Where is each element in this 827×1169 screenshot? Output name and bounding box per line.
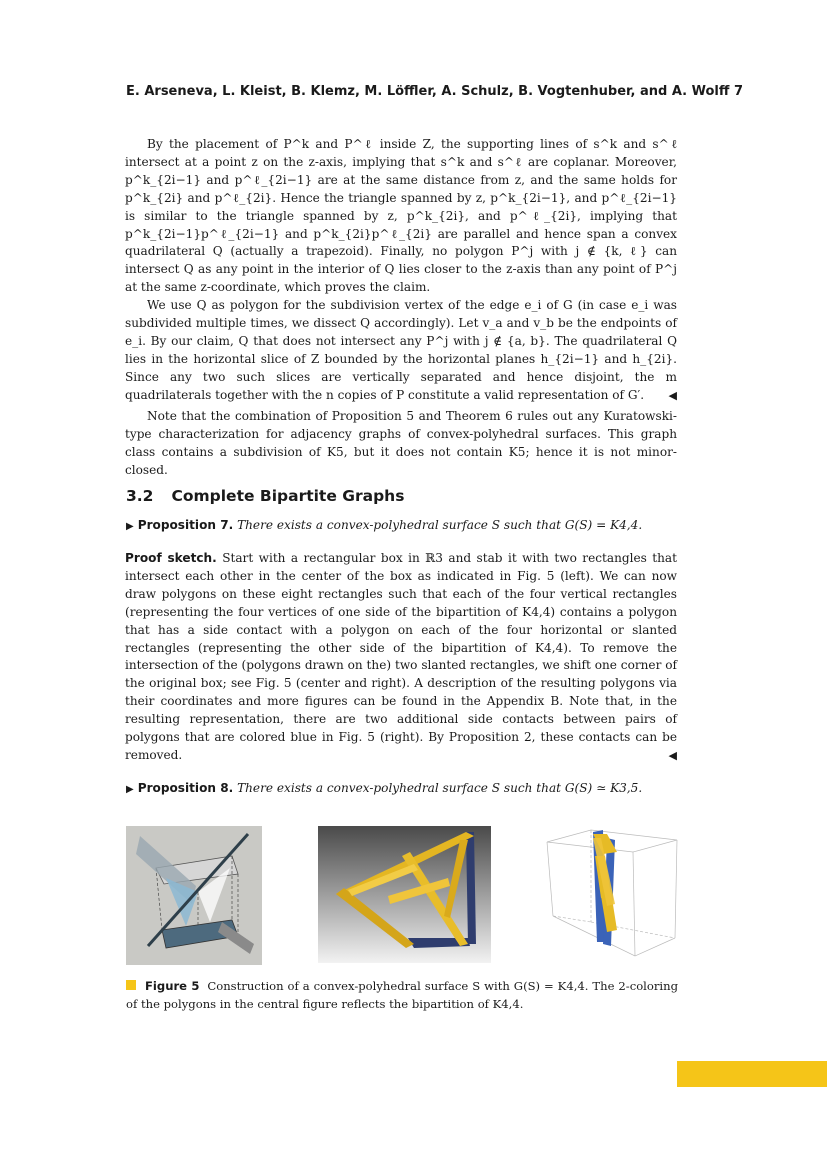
prop8-label: Proposition 8. — [137, 781, 234, 795]
paragraph-claim-proof — [125, 136, 677, 405]
proof-label: Proof sketch. — [125, 551, 217, 565]
proposition-7 — [126, 518, 678, 532]
lipics-thumb-bar — [677, 1061, 827, 1087]
section-title: Complete Bipartite Graphs — [171, 487, 405, 505]
prop8-statement: There exists a convex-polyhedral surface S such that G(S) ≃ K3,5. — [237, 781, 643, 795]
section-number: 3.2 — [126, 487, 154, 505]
proof-paragraph — [125, 550, 677, 765]
paragraph-1 — [125, 136, 677, 297]
figure-caption — [126, 978, 678, 1013]
proof-sketch — [125, 550, 677, 765]
para1-text: By the placement of P^k and P^ℓ inside Z, the supporting lines of s^k and s^ℓ intersect at a point z on the z-axis, implying that s^k and s^ℓ are coplanar. Moreover, p^k_{2i−1} and p^ℓ_{2i−1} are at the same distance from z, and the same holds for p^k_{2i} and p^ℓ_{2i}. Hence the triangle spanned by z, p^k_{2i−1}, and p^ℓ_{2i−1} is similar to the triangle spanned by z, p^k_{2i}, and p^ℓ_{2i}, implying that p^k_{2i−1}p^ℓ_{2i−1} and p^k_{2i}p^ℓ_{2i} are parallel and hence span a convex quadrilateral Q (actually a trapezoid). Finally, no polygon P^j with j ∉ {k, ℓ} can intersect Q as any point in the interior of Q lies closer to the z-axis than any point of P^j at the same z-coordinate, which proves the claim. — [125, 137, 677, 295]
paragraph-kuratowski — [125, 408, 677, 480]
qed-symbol-2: ◀ — [668, 748, 677, 762]
proof-text: Start with a rectangular box in ℝ3 and stab it with two rectangles that intersect each other in the center of the box as indicated in Fig. 5 (left). We can now draw polygons on these eight rectangles such that each of the four vertical rectangles (representing the four vertices of one side of the bipartition of K4,4) contains a polygon that has a side contact with a polygon on each of the four horizontal or slanted rectangles (representing the other side of the bipartition of K4,4). To remove the intersection of the (polygons drawn on the) two slanted rectangles, we shift one corner of the original box; see Fig. 5 (center and right). A description of the resulting polygons via their coordinates and more figures can be found in the Appendix B. Note that, in the resulting representation, there are two additional side contacts between pairs of polygons that are colored blue in Fig. 5 (right). By Proposition 2, these contacts can be removed. — [125, 551, 677, 762]
prop7-statement: There exists a convex-polyhedral surface S such that G(S) = K4,4. — [237, 518, 643, 532]
triangle-marker-icon: ▶ — [126, 521, 134, 532]
figure-5-right — [545, 826, 679, 963]
qed-symbol: ◀ — [668, 388, 677, 402]
paragraph-3: Note that the combination of Proposition 5 and Theorem 6 rules out any Kuratowski-type characterization for adjacency graphs of convex-polyhedral surfaces. This graph class contains a subdivision of K5, but it does not contain K5; hence it is not minor-closed. — [125, 409, 677, 477]
section-heading — [126, 487, 404, 505]
caption-marker-icon — [126, 980, 136, 990]
paragraph-2 — [125, 297, 677, 404]
figure-5-center — [318, 826, 491, 963]
running-header — [126, 84, 743, 99]
proposition-8 — [126, 781, 678, 795]
figure-5-left — [126, 826, 262, 965]
author-list: E. Arseneva, L. Kleist, B. Klemz, M. Löffler, A. Schulz, B. Vogtenhuber, and A. Wolff — [126, 84, 730, 99]
para2-text: We use Q as polygon for the subdivision vertex of the edge e_i of G (in case e_i was subdivided multiple times, we dissect Q accordingly). Let v_a and v_b be the endpoints of e_i. By our claim, Q that does not intersect any P^j with j ∉ {a, b}. The quadrilateral Q lies in the horizontal slice of Z bounded by the horizontal planes h_{2i−1} and h_{2i}. Since any two such slices are vertically separated and hence disjoint, the m quadrilaterals together with the n copies of P constitute a valid representation of G′. — [125, 298, 677, 402]
prop7-label: Proposition 7. — [137, 518, 234, 532]
caption-text: Construction of a convex-polyhedral surface S with G(S) = K4,4. The 2-coloring of the polygons in the central figure reflects the bipartition of K4,4. — [126, 979, 678, 1011]
page-number: 7 — [733, 84, 743, 99]
figure-label: Figure 5 — [145, 979, 200, 993]
triangle-marker-icon-2: ▶ — [126, 784, 134, 795]
